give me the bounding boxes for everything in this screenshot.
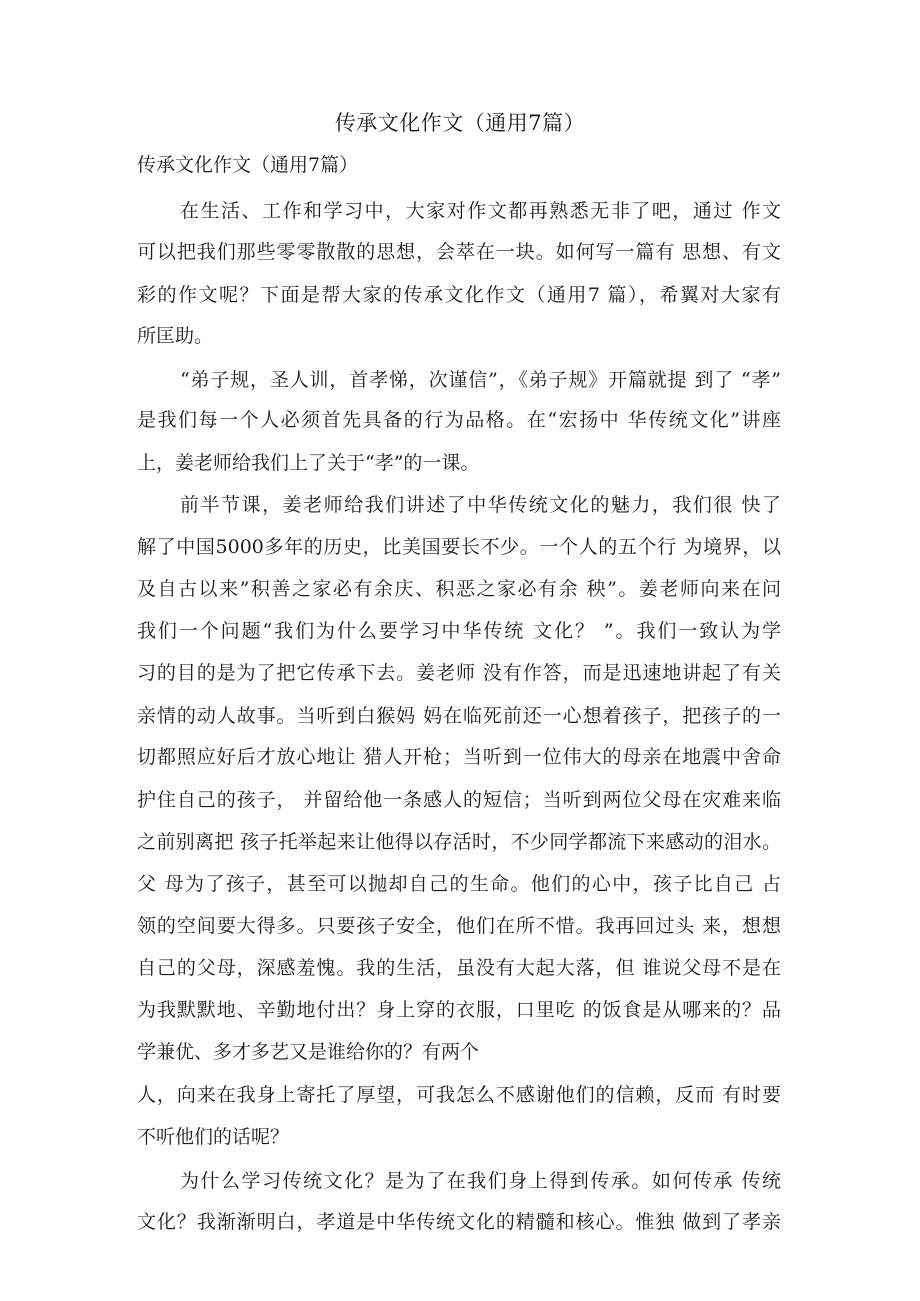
paragraph-3-line-3: 及自古以来”积善之家必有余庆、积恶之家必有余 秧”。姜老师向来在问 — [137, 578, 781, 600]
paragraph-3-line-12: 自己的父母，深感羞愧。我的生活，虽没有大起大落，但 谁说父母不是在 — [137, 957, 781, 979]
paragraph-2-line-2: 是我们每一个人必须首先具备的行为品格。在“宏扬中 华传统文化”讲座 — [137, 409, 781, 431]
paragraph-3-line-15: 人，向来在我身上寄托了厚望，可我怎么不感谢他们的信赖，反而 有时要 — [137, 1084, 781, 1106]
paragraph-1-line-2: 可以把我们那些零零散散的思想，会萃在一块。如何写一篇有 思想、有文 — [137, 241, 781, 263]
paragraph-3-line-9: 之前别离把 孩子托举起来让他得以存活时，不少同学都流下来感动的泪水。 — [137, 831, 781, 853]
document-subtitle: 传承文化作文（通用7篇） — [137, 154, 359, 176]
paragraph-3-line-4: 我们一个问题“我们为什么要学习中华传统 文化？ ”。我们一致认为学 — [137, 620, 781, 642]
paragraph-3-line-5: 习的目的是为了把它传承下去。姜老师 没有作答，而是迅速地讲起了有关 — [137, 662, 781, 684]
paragraph-3-line-7: 切都照应好后才放心地让 猎人开枪；当听到一位伟大的母亲在地震中舍命 — [137, 746, 781, 768]
paragraph-3-line-1: 前半节课，姜老师给我们讲述了中华传统文化的魅力，我们很 快了 — [180, 494, 781, 516]
paragraph-2-line-3: 上，姜老师给我们上了关于“孝”的一课。 — [137, 452, 480, 474]
page-title: 传承文化作文（通用7篇） — [334, 111, 586, 135]
paragraph-4-line-1: 为什么学习传统文化？是为了在我们身上得到传承。如何传承 传统 — [180, 1170, 781, 1192]
paragraph-3-line-6: 亲情的动人故事。当听到白猴妈 妈在临死前还一心想着孩子，把孩子的一 — [137, 705, 781, 727]
paragraph-2-line-1: “弟子规，圣人训，首孝悌，次谨信”，《弟子规》开篇就提 到了 “孝” — [180, 369, 781, 391]
paragraph-3-line-16: 不听他们的话呢？ — [137, 1126, 290, 1148]
paragraph-1-line-3: 彩的作文呢？下面是帮大家的传承文化作文（通用7 篇），希翼对大家有 — [137, 284, 781, 306]
paragraph-3-line-8: 护住自己的孩子， 并留给他一条感人的短信；当听到两位父母在灾难来临 — [137, 789, 781, 811]
paragraph-4-line-2: 文化？我渐渐明白，孝道是中华传统文化的精髓和核心。惟独 做到了孝亲 — [137, 1211, 781, 1233]
paragraph-3-line-2: 解了中国5000多年的历史，比美国要长不少。一个人的五个行 为境界，以 — [137, 536, 781, 558]
paragraph-3-line-11: 领的空间要大得多。只要孩子安全，他们在所不惜。我再回过头 来，想想 — [137, 915, 781, 937]
paragraph-3-line-14: 学兼优、多才多艺又是谁给你的？有两个 — [137, 1041, 480, 1063]
paragraph-1-line-1: 在生活、工作和学习中，大家对作文都再熟悉无非了吧，通过 作文 — [180, 200, 781, 222]
paragraph-1-line-4: 所匡助。 — [137, 325, 214, 347]
paragraph-3-line-10: 父 母为了孩子，甚至可以抛却自己的生命。他们的心中，孩子比自己 占 — [137, 873, 781, 895]
paragraph-3-line-13: 为我默默地、辛勤地付出？身上穿的衣服，口里吃 的饭食是从哪来的？品 — [137, 999, 781, 1021]
